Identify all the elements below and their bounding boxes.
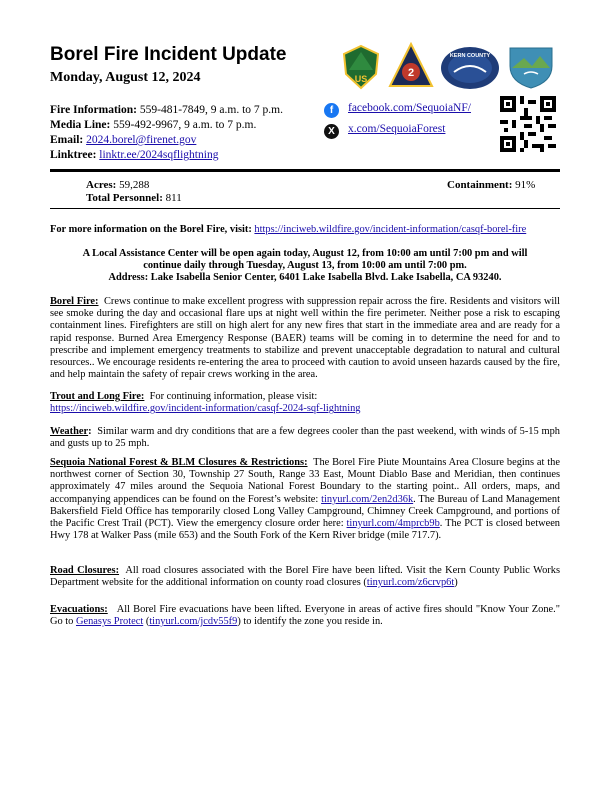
email-label: Email: <box>50 134 84 146</box>
trout-long-heading: Trout and Long Fire: <box>50 391 145 402</box>
nps-triangle-logo <box>388 42 434 90</box>
top-rule <box>50 169 560 172</box>
media-line-label: Media Line: <box>50 119 111 131</box>
qr-code <box>500 96 556 152</box>
genasys-protect-link[interactable]: Genasys Protect <box>75 616 144 628</box>
personnel-label: Total Personnel: <box>86 192 163 204</box>
lac-line-2: continue daily through Tuesday, August 13, from 10:00 am until 7:00 pm. <box>143 260 467 272</box>
borel-fire-text: Crews continue to make excellent progress with suppression repair across the fire. Residents and visitors will see smoke during the day and occasional flare ups at night well within the fire perimeter. Neither pose a risk to escaping containment lines. Firefighters are still on high alert for any new fires that start in the immediate area and are ready for a rapid response. Burned Area Emergency Response (BAER) teams will be coming in to determine the need for and to prescribe and implement emergency treatments to stabilize and prevent unacceptable degradation to natural and cultural resources.. We encourage residents re-entering the area to proceed with caution to avoid unseen hazards caused by the fire, and help maintain the safety of repair crews working in the area. <box>50 296 560 381</box>
borel-fire-section <box>50 296 560 381</box>
road-closures-heading: Road Closures: <box>50 565 120 576</box>
linktree-link[interactable]: linktr.ee/2024sqflightning <box>99 149 219 161</box>
closure-order-link[interactable]: tinyurl.com/4mprcb9b <box>346 518 440 530</box>
forest-website-link[interactable]: tinyurl.com/2en2d36k <box>321 493 414 505</box>
local-assistance-notice <box>50 248 560 285</box>
weather-section: Weather: Similar warm and dry conditions that are a few degrees cooler than the past weekend, with winds of 5-15 mph and gusts up to 25 mph. <box>50 426 561 450</box>
usfs-shield-logo <box>340 44 382 90</box>
personnel-value: 811 <box>162 192 182 204</box>
closures-section <box>50 457 560 542</box>
kern-county-logo <box>440 46 500 90</box>
page-date: Monday, August 12, 2024 <box>50 70 201 85</box>
closures-text-2: . The Bureau of Land Management Bakersfield Field Office has temporarily closed Long Valley Campground, Chimney Creek Campground, and portions of the Pacific Crest Trail (PCT). View the emergency closure order here: <box>50 493 560 530</box>
acres-stat <box>86 179 149 191</box>
fire-information-value: 559-481-7849, 9 a.m. to 7 p.m. <box>136 104 283 116</box>
linktree-line <box>50 148 218 163</box>
lac-line-1: A Local Assistance Center will be open again today, August 12, from 10:00 am until 7:00 pm and will <box>82 248 528 259</box>
closures-text-3: . The PCT is closed between Hwy 178 at Walker Pass (mile 653) and the South Fork of the Kern River bridge (mile 717.7). <box>50 518 561 542</box>
page-title: Borel Fire Incident Update <box>50 44 287 65</box>
x-link[interactable]: x.com/SequoiaForest <box>348 123 446 135</box>
trout-long-text: For continuing information, please visit: <box>149 391 318 402</box>
facebook-link[interactable]: facebook.com/SequoiaNF/ <box>348 102 471 114</box>
acres-value: 59,288 <box>116 179 150 191</box>
x-icon: X <box>324 124 339 139</box>
weather-text: Similar warm and dry conditions that are a few degrees cooler than the past weekend, with winds of 5-15 mph and gusts up to 25 mph. <box>50 426 561 450</box>
weather-heading: Weather <box>50 426 89 437</box>
facebook-icon: f <box>324 103 339 118</box>
media-line <box>50 118 256 133</box>
media-line-value: 559-492-9967, 9 a.m. to 7 p.m. <box>110 119 257 131</box>
borel-fire-heading: Borel Fire: <box>50 296 99 307</box>
email-line <box>50 133 196 148</box>
lac-address: Address: Lake Isabella Senior Center, 6401 Lake Isabella Blvd. Lake Isabella, CA 93240. <box>108 272 502 284</box>
evacuations-heading: Evacuations: <box>50 604 108 615</box>
closures-text-1: The Borel Fire Piute Mountains Area Closure begins at the northwest corner of Section 30, Township 27 South, Range 33 East, Mount Diablo Base and Meridian, then continues approximately 47 miles around the Sequoia National Forest Boundary to the starting point.. All orders, maps, and accompanying appendices can be found on the Forest’s website: <box>50 457 560 505</box>
blm-logo <box>506 44 556 90</box>
bottom-rule <box>50 208 560 209</box>
inciweb-borel-link[interactable]: https://inciweb.wildfire.gov/incident-information/casqf-borel-fire <box>254 224 527 235</box>
county-roads-link[interactable]: tinyurl.com/z6crvp6t <box>366 577 455 589</box>
containment-label: Containment: <box>447 179 513 191</box>
trout-long-section <box>50 391 560 415</box>
evacuations-text-2: ) to identify the zone you reside in. <box>237 616 383 628</box>
genasys-tinyurl-link[interactable]: tinyurl.com/jcdv55f9 <box>149 616 238 628</box>
personnel-stat <box>86 192 182 204</box>
svg-text:US: US <box>354 74 368 84</box>
road-closures-end: ) <box>454 577 458 589</box>
acres-label: Acres: <box>86 179 117 191</box>
evacuations-mid: ( <box>143 616 150 628</box>
containment-value: 91% <box>512 179 536 191</box>
inciweb-lightning-link[interactable]: https://inciweb.wildfire.gov/incident-information/casqf-2024-sqf-lightning <box>50 403 361 415</box>
more-info-line <box>50 224 560 236</box>
email-link[interactable]: 2024.borel@firenet.gov <box>86 134 197 146</box>
road-closures-text: All road closures associated with the Borel Fire have been lifted. Visit the Kern County Public Works Department website for the additional information on county road closures ( <box>50 565 560 589</box>
road-closures-section <box>50 565 560 589</box>
linktree-label: Linktree: <box>50 149 97 161</box>
svg-text:KERN COUNTY: KERN COUNTY <box>449 53 491 59</box>
fire-information-line <box>50 103 283 118</box>
containment-stat <box>447 179 535 191</box>
evacuations-section <box>50 604 560 628</box>
svg-text:2: 2 <box>407 67 415 79</box>
fire-information-label: Fire Information: <box>50 104 137 116</box>
more-info-label: For more information on the Borel Fire, visit: <box>50 224 255 235</box>
closures-heading: Sequoia National Forest & BLM Closures & Restrictions: <box>50 457 308 468</box>
evacuations-text-1: All Borel Fire evacuations have been lifted. Everyone in areas of active fires should "Know Your Zone." Go to <box>50 604 560 628</box>
